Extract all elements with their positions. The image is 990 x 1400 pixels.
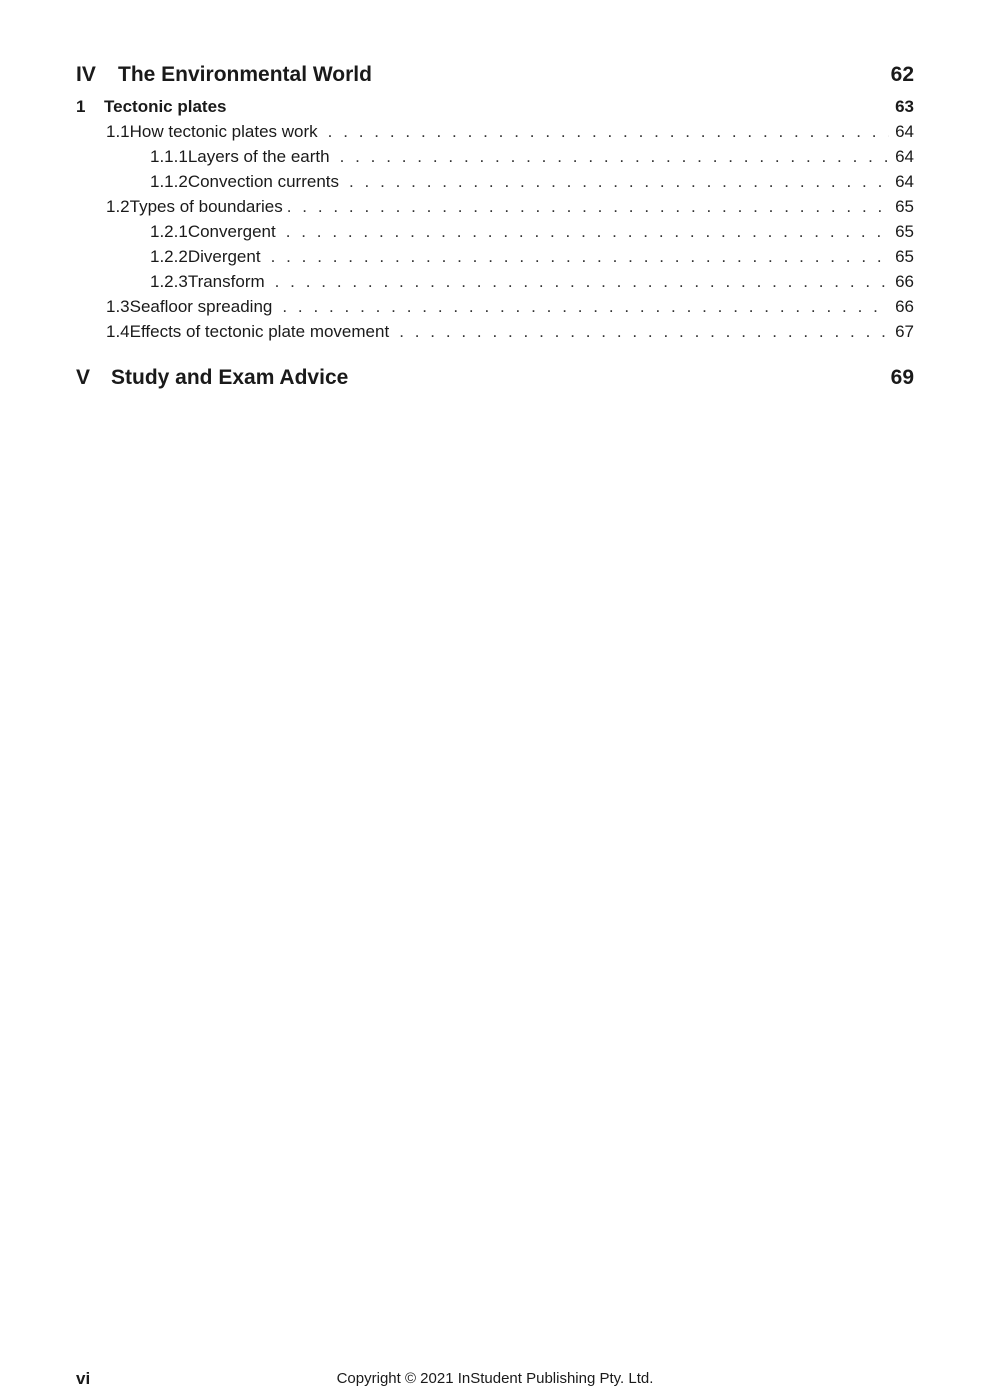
section-page: 64	[895, 147, 914, 166]
part-number: V	[76, 366, 91, 389]
toc-section-1-2-1[interactable]	[150, 222, 914, 242]
part-page: 69	[890, 366, 914, 389]
toc-section-1-2-3[interactable]	[150, 272, 914, 292]
toc-section-1-2-2[interactable]	[150, 247, 914, 267]
section-number: 1.2.1	[150, 222, 188, 241]
section-number: 1.1	[106, 122, 130, 141]
section-number: 1.4	[106, 322, 130, 341]
chapter-page: 63	[895, 97, 914, 116]
section-number: 1.2.3	[150, 272, 188, 291]
section-page: 65	[895, 247, 914, 266]
dot-leader	[282, 297, 889, 317]
dot-leader	[340, 147, 890, 167]
section-title: Layers of the earth	[187, 147, 330, 166]
dot-leader	[286, 222, 889, 242]
toc-section-1-4[interactable]	[106, 322, 914, 342]
section-number: 1.2.2	[150, 247, 188, 266]
section-page: 66	[895, 272, 914, 291]
section-title: Types of boundaries	[129, 197, 283, 216]
copyright-notice: Copyright © 2021 InStudent Publishing Pty. Ltd.	[336, 1370, 654, 1387]
toc-section-1-2[interactable]	[106, 197, 914, 217]
section-title: Seafloor spreading	[129, 297, 273, 316]
chapter-title: Tectonic plates	[104, 97, 227, 116]
section-number: 1.2	[106, 197, 130, 216]
dot-leader	[271, 247, 890, 267]
part-number: IV	[76, 63, 96, 86]
section-title: Transform	[187, 272, 265, 291]
section-page: 64	[895, 172, 914, 191]
section-number: 1.1.1	[150, 147, 188, 166]
part-page: 62	[890, 63, 914, 86]
page-number-label: vi	[76, 1369, 91, 1388]
dot-leader	[275, 272, 889, 292]
section-page: 64	[895, 122, 914, 141]
section-title: Divergent	[187, 247, 261, 266]
dot-leader	[287, 197, 889, 217]
part-title: Study and Exam Advice	[111, 366, 349, 389]
section-page: 67	[895, 322, 914, 341]
section-title: Convection currents	[187, 172, 339, 191]
section-number: 1.3	[106, 297, 130, 316]
section-title: Effects of tectonic plate movement	[129, 322, 390, 341]
toc-section-1-1-2[interactable]	[150, 172, 914, 192]
chapter-number: 1	[76, 97, 86, 116]
section-page: 65	[895, 222, 914, 241]
section-title: Convergent	[187, 222, 276, 241]
section-number: 1.1.2	[150, 172, 188, 191]
toc-section-1-1[interactable]	[106, 122, 914, 142]
part-title: The Environmental World	[118, 63, 372, 86]
section-title: How tectonic plates work	[129, 122, 318, 141]
dot-leader	[349, 172, 889, 192]
toc-section-1-1-1[interactable]	[150, 147, 914, 167]
toc-section-1-3[interactable]	[106, 297, 914, 317]
dot-leader	[399, 322, 889, 342]
dot-leader	[328, 122, 889, 142]
section-page: 65	[895, 197, 914, 216]
section-page: 66	[895, 297, 914, 316]
